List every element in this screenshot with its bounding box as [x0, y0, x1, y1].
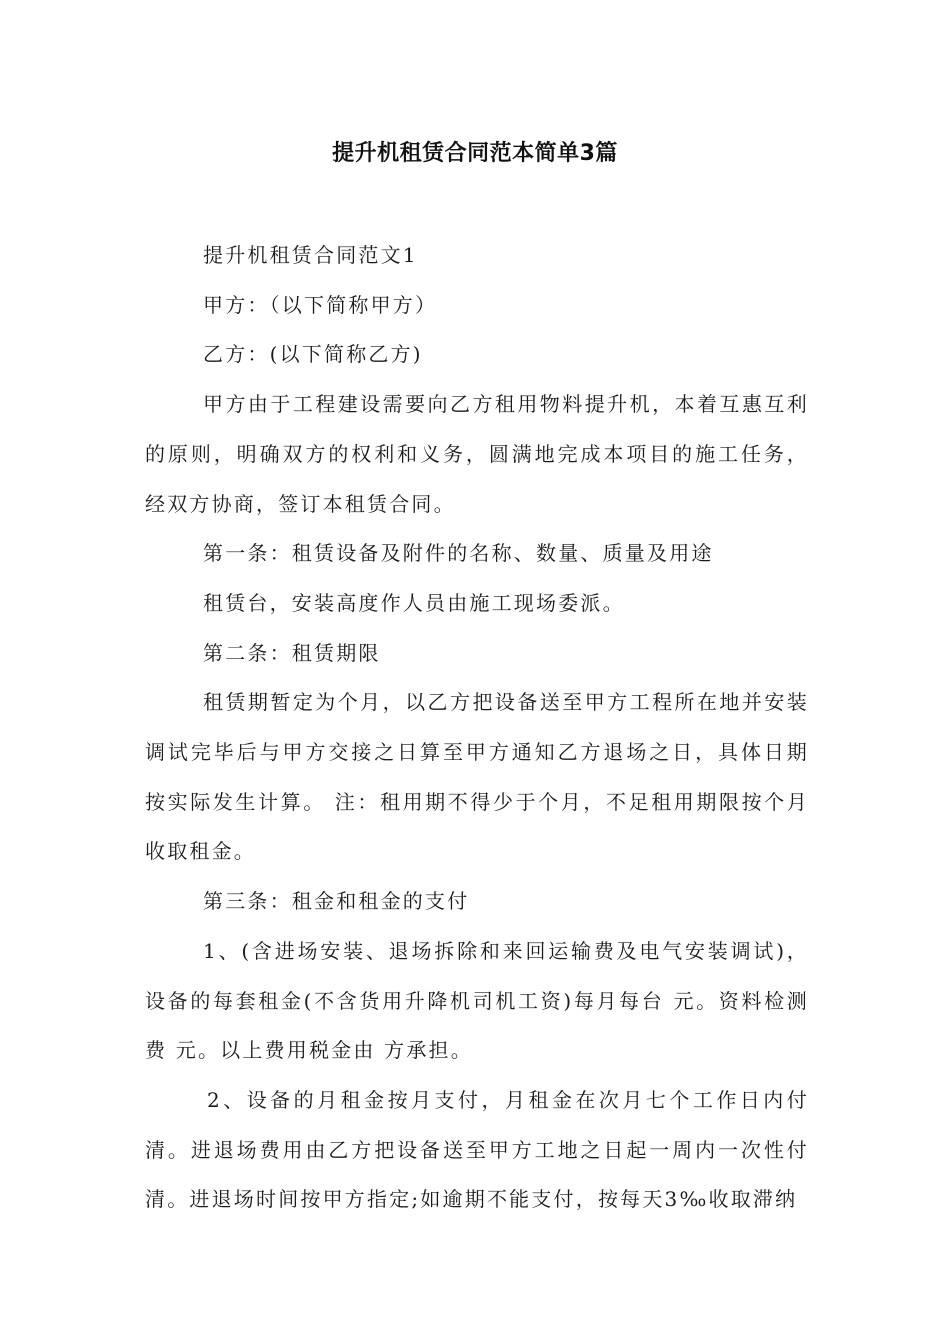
- preamble-paragraph: 甲方由于工程建设需要向乙方租用物料提升机，本着互惠互利的原则，明确双方的权利和义务，圆满地完成本项目的施工任务，经双方协商，签订本租赁合同。: [145, 392, 809, 516]
- document-body: [145, 231, 809, 1225]
- article-1-paragraph: 租赁台，安装高度作人员由施工现场委派。: [203, 590, 625, 615]
- party-b-line: 乙方：(以下简称乙方): [203, 342, 423, 367]
- article-2-heading: 第二条：租赁期限: [203, 640, 381, 665]
- document-title: 提升机租赁合同范本简单3篇: [332, 141, 618, 166]
- article-2-paragraph: 租赁期暂定为个月，以乙方把设备送至甲方工程所在地并安装调试完毕后与甲方交接之日算至甲方通知乙方退场之日，具体日期按实际发生计算。 注：租用期不得少于个月，不足租用期限按个月收取租金。: [145, 690, 809, 864]
- contract-heading: 提升机租赁合同范文1: [203, 243, 418, 267]
- article-3-item-1: 1、(含进场安装、退场拆除和来回运输费及电气安装调试)，设备的每套租金(不含货用升降机司机工资)每月每台 元。资料检测费 元。以上费用税金由 方承担。: [145, 938, 809, 1063]
- party-a-line: 甲方：（以下简称甲方）: [203, 292, 438, 317]
- article-3-item-2: 2、设备的月租金按月支付，月租金在次月七个工作日内付清。进退场费用由乙方把设备送至甲方工地之日起一周内一次性付清。进退场时间按甲方指定;如逾期不能支付，按每天3‰收取滞纳: [145, 1087, 809, 1212]
- article-1-heading: 第一条：租赁设备及附件的名称、数量、质量及用途: [203, 541, 714, 566]
- article-3-heading: 第三条：租金和租金的支付: [203, 889, 470, 914]
